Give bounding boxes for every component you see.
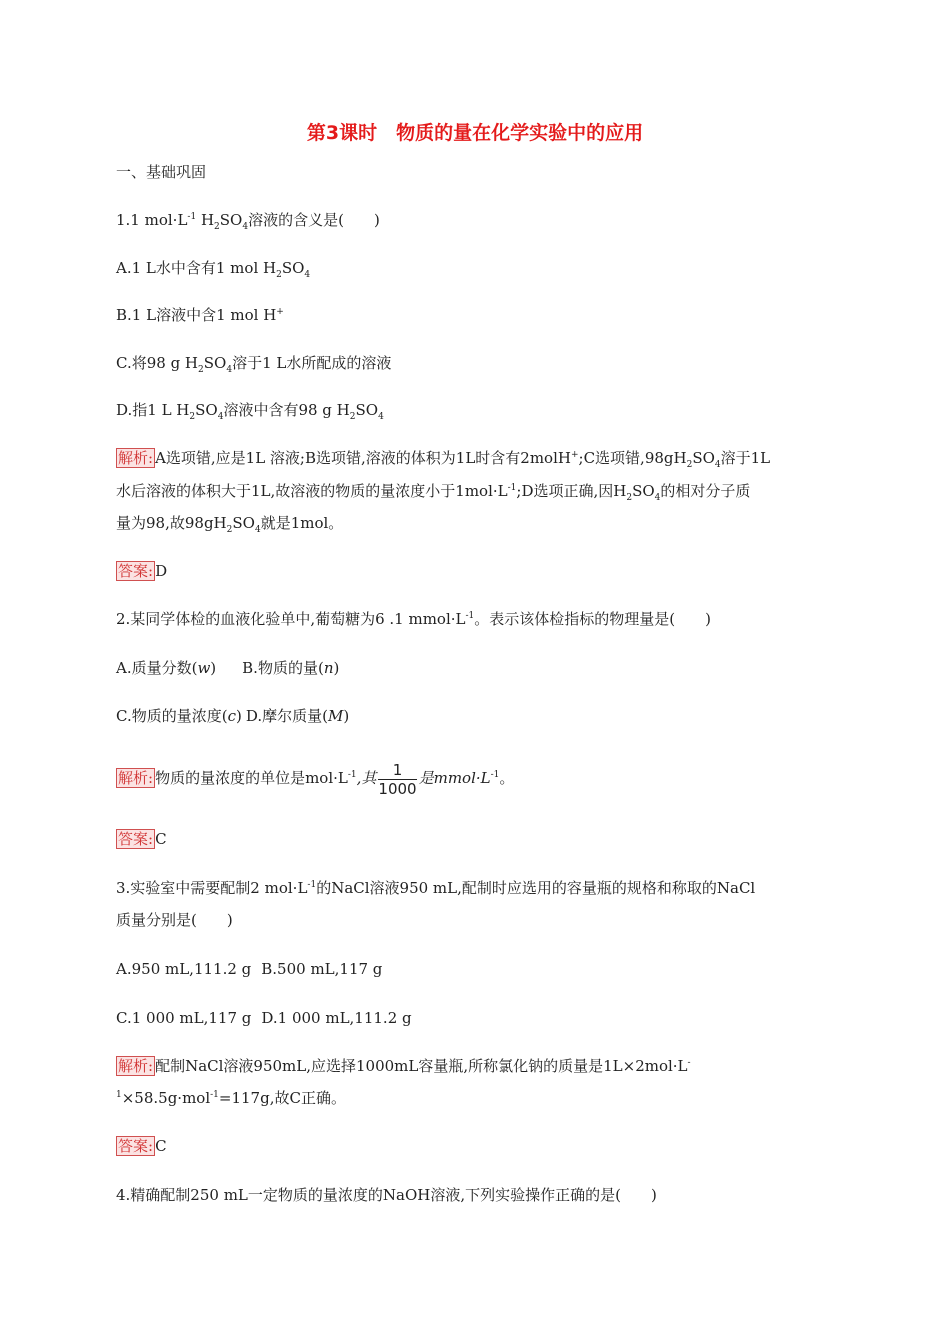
q3-explanation-line1: 解析: 配制NaCl溶液950mL,应选择1000mL容量瓶,所称氯化钠的质量是1L×2mol·L- xyxy=(118,1057,691,1075)
q2-explanation: 解析: 物质的量浓度的单位是$mol\cdot L^{-1}$,其 $\frac{1}{1000}$ 是$mmol\cdot L^{-1}$。 xyxy=(118,760,515,798)
q3-stem-line1: 3.实验室中需要配制2 $mol\cdot L^{-1}$的NaCl溶液950 mL,配制时应选用的容量瓶的规格和称取的NaCl xyxy=(116,879,756,897)
q1-explanation-line3: 量为98,故$98gH_2SO_4$就是1mol。 xyxy=(116,514,344,535)
q1-option-d: D.指1 L $H_2SO_4$溶液中含有98 g $H_2SO_4$ xyxy=(116,401,384,422)
q2-options-cd: C.物质的量浓度(c) D.摩尔质量(M) xyxy=(116,707,350,725)
q3-explanation-line2: $^1$×58.5g·mol$^{-1}$=117g,故C正确。 xyxy=(116,1089,346,1107)
q2-stem: 2.某同学体检的血液化验单中,葡萄糖为6 .1 $mmol\cdot L^{-1}$。表示该体检指标的物理量是( ) xyxy=(116,610,711,628)
q3-options-cd: C.1 000 mL,117 g D.1 000 mL,111.2 g xyxy=(116,1009,412,1027)
q1-stem: 1.1 $mol\cdot L^{-1}$ $H_2SO_4$溶液的含义是( ) xyxy=(116,211,380,232)
q1-explanation-line1: 解析: A选项错,应是1L 溶液;B选项错,溶液的体积为1L时含有2molH+;C选项错$,98gH_2SO_4$溶于1L xyxy=(118,449,771,470)
explanation-tag: 解析: xyxy=(118,449,154,467)
q1-option-a: A.1 L水中含有1 mol $H_2SO_4$ xyxy=(116,259,311,280)
answer-tag: 答案: xyxy=(118,1137,154,1155)
q2-options-ab: A.质量分数(w) B.物质的量(n) xyxy=(116,659,340,677)
q3-options-ab: A.950 mL,111.2 g B.500 mL,117 g xyxy=(116,960,383,978)
explanation-tag: 解析: xyxy=(118,769,154,787)
q1-option-b: B.1 L溶液中含1 mol H+ xyxy=(116,306,284,324)
explanation-tag: 解析: xyxy=(118,1057,154,1075)
answer-tag: 答案: xyxy=(118,830,154,848)
q3-stem-line2: 质量分别是( ) xyxy=(116,911,233,929)
q1-explanation-line2: 水后溶液的体积大于1L,故溶液的物质的量浓度小于$1mol\cdot L^{-1};D$选项正确,因$H_2SO_4$的相对分子质 xyxy=(116,482,751,503)
section-heading: 一、基础巩固 xyxy=(116,163,207,181)
q1-option-c: C.将98 g $H_2SO_4$溶于1 L水所配成的溶液 xyxy=(116,354,392,375)
page-title: 第3课时 物质的量在化学实验中的应用 xyxy=(306,122,644,144)
q4-stem: 4.精确配制250 mL一定物质的量浓度的NaOH溶液,下列实验操作正确的是( ) xyxy=(116,1186,657,1204)
fraction: $\frac{1}{1000}$ xyxy=(378,760,417,798)
q1-answer: 答案: D xyxy=(118,562,168,580)
q2-answer: 答案: C xyxy=(118,830,167,848)
q3-answer: 答案: C xyxy=(118,1137,167,1155)
answer-tag: 答案: xyxy=(118,562,154,580)
